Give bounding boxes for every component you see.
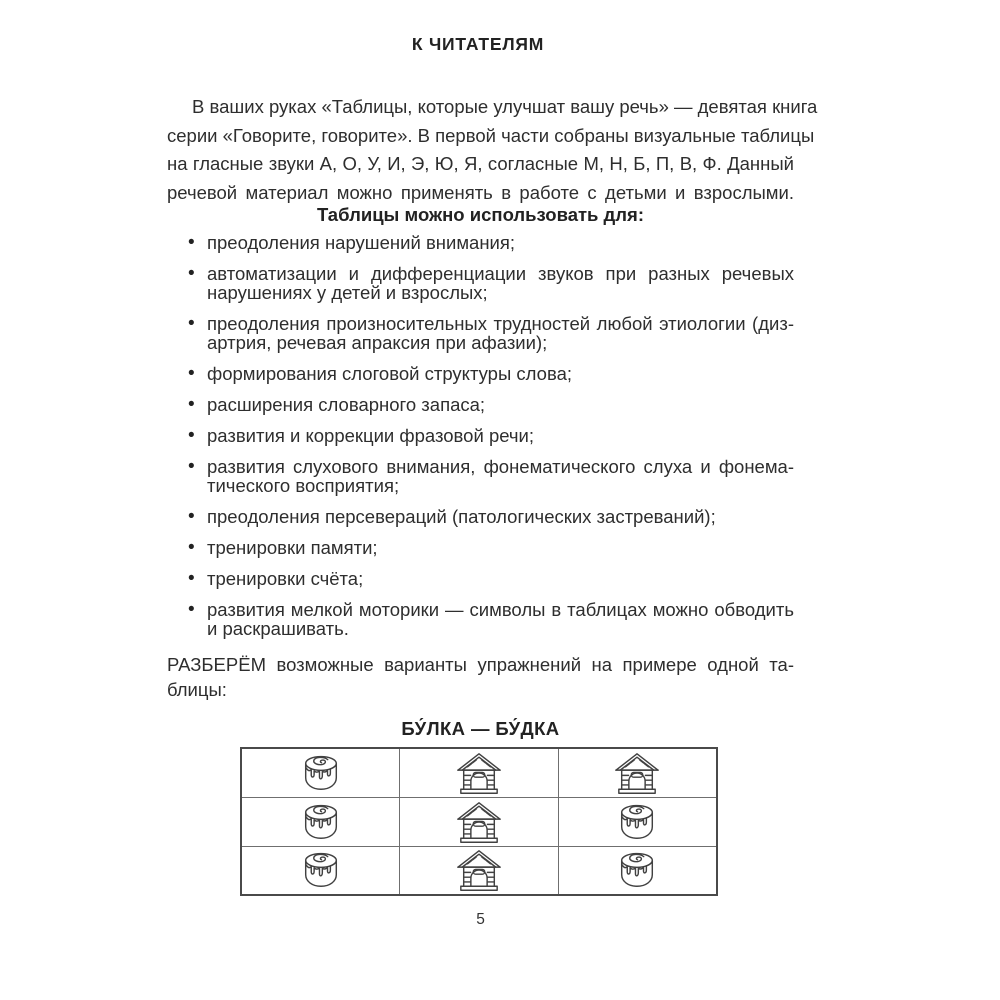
bun-icon: [298, 751, 344, 795]
table-row: [241, 748, 717, 797]
bullet-icon: •: [188, 506, 195, 527]
list-item-text: развития мелкой моторики — символы в таблицах можно обводить: [207, 599, 794, 620]
list-item-text: артрия, речевая апраксия при афазии);: [207, 332, 548, 353]
bun-icon: [298, 800, 344, 844]
bun-icon: [614, 800, 660, 844]
list-heading: Таблицы можно использовать для:: [316, 204, 645, 225]
list-item-text: развития и коррекции фразовой речи;: [207, 425, 535, 446]
list-item: [167, 457, 794, 495]
table-cell: [558, 797, 717, 846]
table-cell: [558, 748, 717, 797]
list-item: [167, 569, 794, 588]
bullet-icon: •: [188, 394, 195, 415]
razberem-line: РАЗБЕРЁМ возможные варианты упражнений на примере одной та-: [167, 654, 794, 675]
list-item-text: тренировки памяти;: [207, 537, 378, 558]
usage-list: [167, 233, 794, 650]
list-item-text: тического восприятия;: [207, 475, 400, 496]
doghouse-icon: [456, 848, 502, 892]
table-cell: [241, 748, 400, 797]
table-cell: [400, 797, 559, 846]
bullet-icon: •: [188, 263, 195, 284]
list-item: [167, 364, 794, 383]
list-item-text: расширения словарного запаса;: [207, 394, 486, 415]
table-row: [241, 846, 717, 895]
bullet-icon: •: [188, 599, 195, 620]
bun-icon: [298, 848, 344, 892]
intro-line: на гласные звуки А, О, У, И, Э, Ю, Я, согласные М, Н, Б, П, В, Ф. Данный: [167, 153, 794, 174]
list-item-text: и раскрашивать.: [207, 618, 349, 639]
list-item: [167, 538, 794, 557]
intro-line: речевой материал можно применять в работе с детьми и взрослыми.: [167, 181, 794, 203]
bullet-icon: •: [188, 232, 195, 253]
list-item: [167, 507, 794, 526]
page-title: К ЧИТАТЕЛЯМ: [411, 34, 545, 54]
intro-line: В ваших руках «Таблицы, которые улучшат вашу речь» — девятая книга: [192, 96, 818, 117]
list-item: [167, 264, 794, 302]
bullet-icon: •: [188, 425, 195, 446]
list-item-text: автоматизации и дифференциации звуков при разных речевых: [207, 263, 794, 284]
intro-paragraph: [167, 93, 818, 207]
intro-line: серии «Говорите, говорите». В первой части собраны визуальные таблицы: [167, 124, 815, 146]
list-item: [167, 600, 794, 638]
list-item: [167, 314, 794, 352]
bullet-icon: •: [188, 313, 195, 334]
doghouse-icon: [614, 751, 660, 795]
table-cell: [558, 846, 717, 895]
bullet-icon: •: [188, 568, 195, 589]
table-title: БУ́ЛКА — БУ́ДКА: [401, 718, 560, 739]
page-number: 5: [476, 911, 485, 928]
doghouse-icon: [456, 751, 502, 795]
table-cell: [241, 797, 400, 846]
doghouse-icon: [456, 800, 502, 844]
table-row: [241, 797, 717, 846]
bullet-icon: •: [188, 537, 195, 558]
bullet-icon: •: [188, 456, 195, 477]
razberem-paragraph: [167, 652, 794, 702]
list-item-text: преодоления нарушений внимания;: [207, 232, 516, 253]
list-item: [167, 395, 794, 414]
table-cell: [241, 846, 400, 895]
table-cell: [400, 748, 559, 797]
bun-icon: [614, 848, 660, 892]
list-item-text: нарушениях у детей и взрослых;: [207, 282, 488, 303]
bullet-icon: •: [188, 363, 195, 384]
list-item-text: тренировки счёта;: [207, 568, 364, 589]
razberem-line: блицы:: [167, 679, 227, 700]
list-item-text: развития слухового внимания, фонематического слуха и фонема-: [207, 456, 794, 477]
list-item-text: преодоления произносительных трудностей любой этиологии (диз-: [207, 313, 794, 334]
table-cell: [400, 846, 559, 895]
list-item: [167, 426, 794, 445]
list-item: [167, 233, 794, 252]
list-item-text: преодоления персевераций (патологических застреваний);: [207, 506, 716, 527]
list-item-text: формирования слоговой структуры слова;: [207, 363, 572, 384]
bulka-budka-table: [240, 747, 718, 896]
